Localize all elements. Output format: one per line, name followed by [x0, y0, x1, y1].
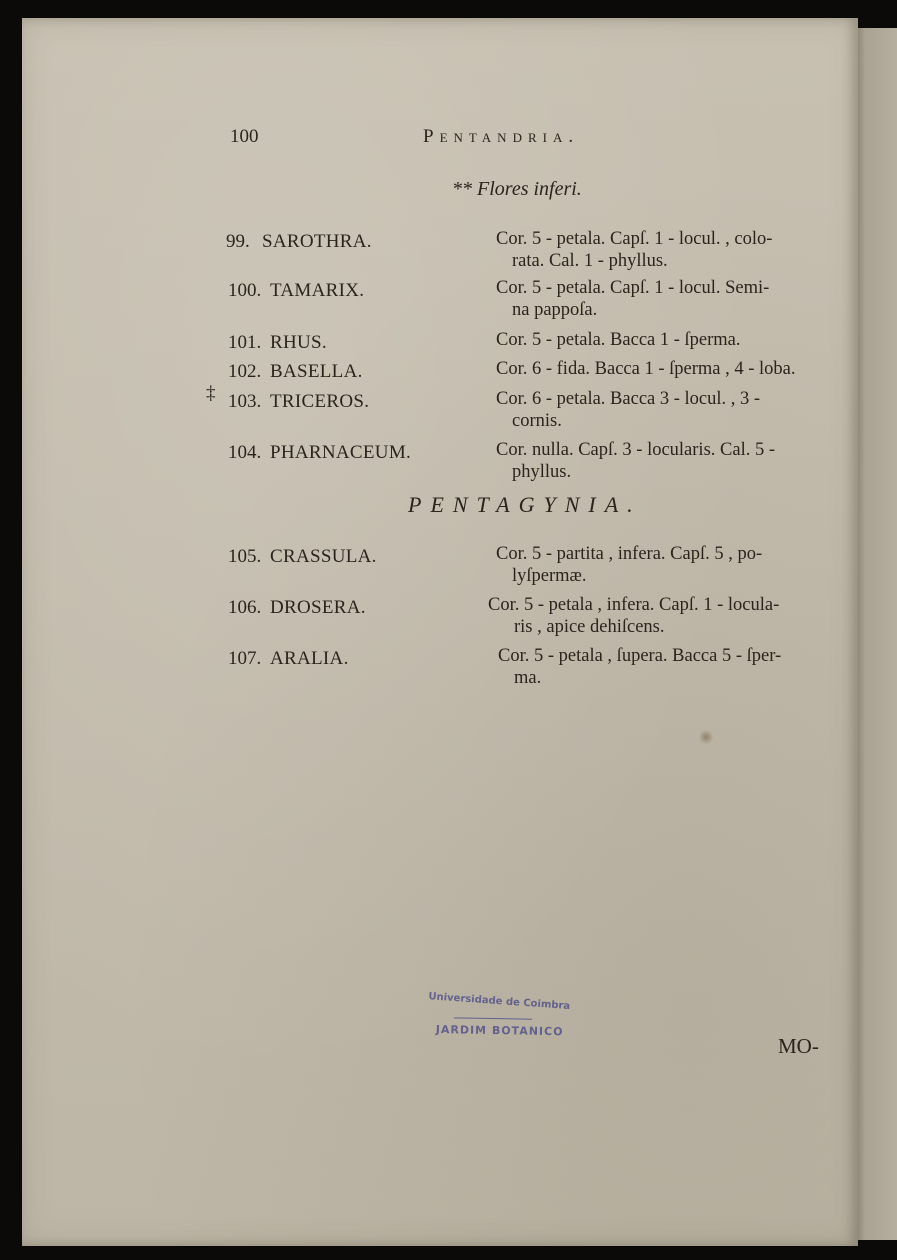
foxing-spot	[698, 730, 714, 744]
dagger-mark: ‡	[206, 383, 216, 404]
description-line: Cor. 5 - petala. Capſ. 1 - locul. , colo-	[496, 229, 773, 249]
description-line: rata. Cal. 1 - phyllus.	[512, 251, 668, 271]
description-line: Cor. 5 - petala , infera. Capſ. 1 - locula-	[488, 595, 780, 615]
entry-description	[488, 594, 779, 638]
description-line: Cor. 5 - partita , infera. Capſ. 5 , po-	[496, 544, 763, 564]
running-head: Pentandria.	[423, 126, 580, 147]
entry-number: 101.	[228, 332, 262, 353]
entry-number: 100.	[228, 280, 262, 301]
entry-number: 107.	[228, 648, 262, 669]
entry-name: ARALIA.	[270, 648, 349, 669]
subhead: ** Flores inferi.	[452, 178, 582, 200]
page-number: 100	[230, 126, 259, 147]
stamp-rule	[454, 1017, 532, 1019]
entry-name: SAROTHRA.	[262, 231, 372, 252]
stamp-line: Universidade de Coimbra	[428, 991, 571, 1013]
description-line: Cor. 5 - petala , ſupera. Bacca 5 - ſper-	[498, 646, 782, 666]
description-line: Cor. 6 - petala. Bacca 3 - locul. , 3 -	[496, 389, 761, 409]
entry-number: 99.	[226, 231, 250, 252]
entry-number: 103.	[228, 391, 262, 412]
entry-number: 106.	[228, 597, 262, 618]
entry-name: CRASSULA.	[270, 546, 377, 567]
entry-description	[496, 329, 741, 351]
description-line: Cor. 5 - petala. Capſ. 1 - locul. Semi-	[496, 278, 770, 298]
description-line: ris , apice dehiſcens.	[514, 617, 665, 637]
entry-description	[496, 277, 769, 321]
entry-name: PHARNACEUM.	[270, 442, 412, 463]
entry-description	[496, 228, 772, 272]
entry-number: 102.	[228, 361, 262, 382]
entry-description	[496, 439, 775, 483]
entry-description	[496, 358, 796, 380]
section-heading: PENTAGYNIA.	[408, 492, 642, 517]
entry-number: 104.	[228, 442, 262, 463]
description-line: ma.	[514, 668, 542, 688]
entry-description	[496, 543, 762, 587]
page	[22, 18, 858, 1246]
catchword: MO-	[778, 1034, 819, 1058]
description-line: Cor. 6 - fida. Bacca 1 - ſperma , 4 - loba.	[496, 359, 796, 379]
entry-description	[496, 388, 760, 432]
entry-name: TAMARIX.	[270, 280, 365, 301]
entry-name: DROSERA.	[270, 597, 366, 618]
entry-number: 105.	[228, 546, 262, 567]
description-line: cornis.	[512, 411, 562, 431]
entry-name: BASELLA.	[270, 361, 363, 382]
entry-name: RHUS.	[270, 332, 327, 353]
description-line: na pappoſa.	[512, 300, 598, 320]
library-stamp	[422, 991, 571, 1045]
description-line: phyllus.	[512, 462, 572, 482]
stamp-line: JARDIM BOTANICO	[435, 1023, 564, 1039]
entry-description	[498, 645, 781, 689]
entry-name: TRICEROS.	[270, 391, 370, 412]
description-line: Cor. 5 - petala. Bacca 1 - ſperma.	[496, 330, 741, 350]
description-line: Cor. nulla. Capſ. 3 - locularis. Cal. 5 -	[496, 440, 775, 460]
description-line: lyſpermæ.	[512, 566, 587, 586]
